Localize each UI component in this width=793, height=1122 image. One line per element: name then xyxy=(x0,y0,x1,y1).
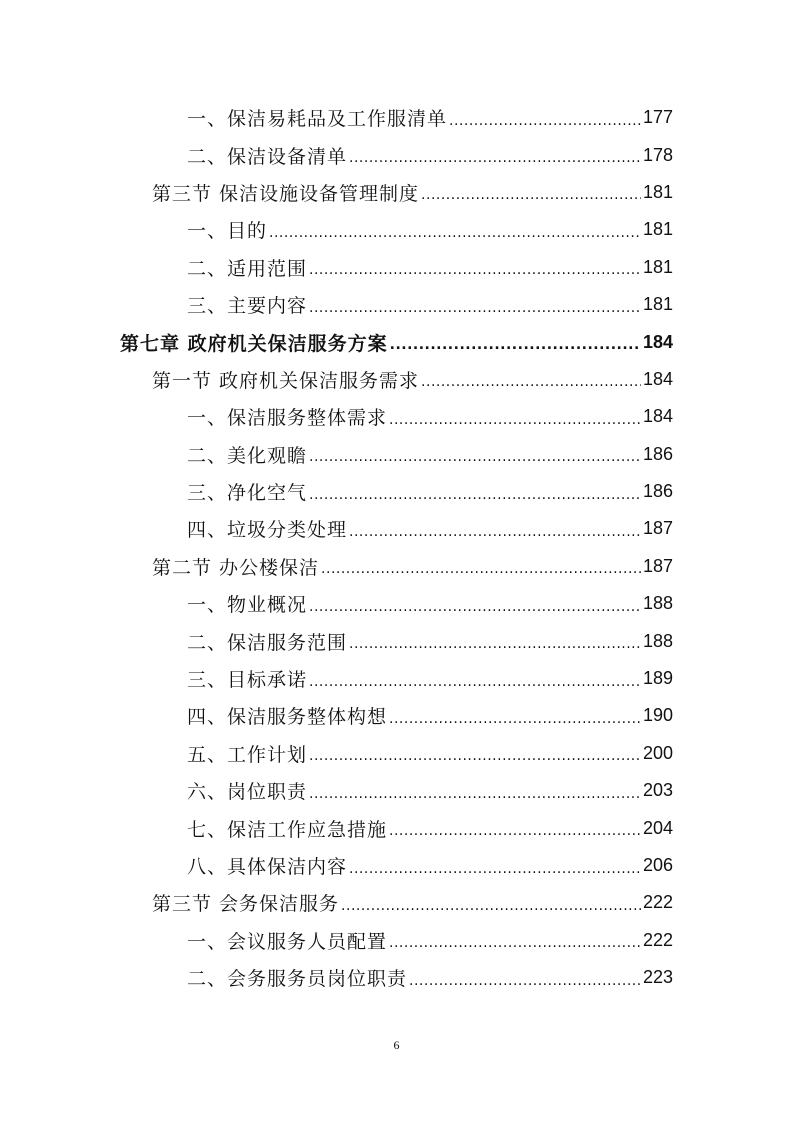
toc-leader-dots xyxy=(349,517,641,541)
toc-entry-title: 八、具体保洁内容 xyxy=(187,856,348,878)
toc-entry-title: 第三节 会务保洁服务 xyxy=(152,893,340,916)
toc-entry-title: 第一节 政府机关保洁服务需求 xyxy=(152,369,420,392)
toc-entry-title: 一、目的 xyxy=(187,220,268,243)
toc-entry-title: 三、目标承诺 xyxy=(187,669,308,692)
toc-entry[interactable] xyxy=(0,809,673,846)
toc-entry-page: 181 xyxy=(642,294,673,315)
toc-entry-title: 二、适用范围 xyxy=(187,257,308,280)
toc-leader-dots xyxy=(389,704,641,728)
toc-entry-title: 二、保洁服务范围 xyxy=(187,631,348,654)
toc-entry-page: 188 xyxy=(642,593,673,614)
toc-entry[interactable] xyxy=(0,660,673,697)
toc-entry-page: 181 xyxy=(642,219,673,240)
toc-leader-dots xyxy=(269,218,641,242)
toc-entry[interactable] xyxy=(0,622,673,659)
toc-entry[interactable] xyxy=(0,136,673,173)
toc-entry-title: 二、保洁设备清单 xyxy=(187,145,348,168)
toc-entry-title: 第七章 政府机关保洁服务方案 xyxy=(120,332,388,355)
toc-entry-title: 四、垃圾分类处理 xyxy=(187,519,348,542)
toc-entry-title: 第二节 办公楼保洁 xyxy=(152,556,320,579)
toc-entry-page: 223 xyxy=(642,967,673,988)
toc-entry[interactable] xyxy=(0,735,673,772)
toc-entry[interactable] xyxy=(0,922,673,959)
toc-leader-dots xyxy=(309,442,641,466)
toc-leader-dots xyxy=(309,255,641,279)
toc-section-entry[interactable] xyxy=(0,361,673,398)
toc-entry-title: 三、主要内容 xyxy=(187,295,308,318)
toc-entry[interactable] xyxy=(0,959,673,996)
toc-entry-page: 184 xyxy=(642,331,673,352)
toc-entry-page: 181 xyxy=(642,181,673,202)
toc-leader-dots xyxy=(349,143,641,167)
toc-entry[interactable] xyxy=(0,436,673,473)
toc-entry[interactable] xyxy=(0,697,673,734)
toc-leader-dots xyxy=(309,741,641,765)
toc-chapter-entry[interactable] xyxy=(0,323,673,360)
toc-entry-title: 一、保洁服务整体需求 xyxy=(187,407,388,430)
toc-entry-title: 二、美化观瞻 xyxy=(187,444,308,467)
toc-entry-page: 177 xyxy=(642,107,673,128)
page-number: 6 xyxy=(393,1038,400,1052)
toc-entry-title: 五、工作计划 xyxy=(187,743,308,766)
toc-entry[interactable] xyxy=(0,847,673,884)
toc-entry-page: 186 xyxy=(642,481,673,502)
toc-entry[interactable] xyxy=(0,473,673,510)
toc-entry-page: 190 xyxy=(642,705,673,726)
toc-entry-page: 184 xyxy=(642,368,673,389)
table-of-contents xyxy=(0,99,793,996)
toc-entry[interactable] xyxy=(0,249,673,286)
toc-entry-page: 204 xyxy=(642,817,673,838)
toc-entry-title: 二、会务服务员岗位职责 xyxy=(187,968,408,991)
toc-leader-dots xyxy=(390,330,641,354)
toc-leader-dots xyxy=(341,891,641,915)
toc-entry[interactable] xyxy=(0,286,673,323)
toc-leader-dots xyxy=(389,816,641,840)
toc-entry-page: 181 xyxy=(642,256,673,277)
toc-leader-dots xyxy=(421,367,641,391)
toc-entry[interactable] xyxy=(0,398,673,435)
toc-entry-page: 206 xyxy=(642,855,673,875)
toc-leader-dots xyxy=(309,480,641,504)
toc-entry-page: 187 xyxy=(642,555,673,576)
toc-entry-title: 一、物业概况 xyxy=(187,594,308,617)
toc-entry-page: 187 xyxy=(642,518,673,539)
toc-entry-page: 186 xyxy=(642,443,673,464)
toc-entry[interactable] xyxy=(0,585,673,622)
toc-entry-page: 189 xyxy=(642,668,673,689)
toc-leader-dots xyxy=(321,554,641,578)
toc-leader-dots xyxy=(349,854,641,878)
toc-entry-title: 六、岗位职责 xyxy=(187,781,308,804)
toc-section-entry[interactable] xyxy=(0,884,673,921)
toc-leader-dots xyxy=(309,667,641,691)
toc-entry-page: 200 xyxy=(642,742,673,763)
toc-leader-dots xyxy=(309,779,641,803)
toc-leader-dots xyxy=(389,928,641,952)
toc-entry[interactable] xyxy=(0,211,673,248)
toc-leader-dots xyxy=(309,592,641,616)
toc-leader-dots xyxy=(389,405,641,429)
toc-entry-page: 188 xyxy=(642,630,673,651)
toc-entry-page: 184 xyxy=(642,406,673,427)
toc-entry-title: 七、保洁工作应急措施 xyxy=(187,818,388,841)
toc-leader-dots xyxy=(421,180,641,204)
toc-entry-title: 一、会议服务人员配置 xyxy=(187,930,388,953)
toc-entry-page: 222 xyxy=(642,929,673,950)
toc-entry[interactable] xyxy=(0,772,673,809)
toc-leader-dots xyxy=(409,966,641,990)
toc-section-entry[interactable] xyxy=(0,174,673,211)
toc-entry-page: 203 xyxy=(642,780,673,801)
toc-entry[interactable] xyxy=(0,510,673,547)
toc-section-entry[interactable] xyxy=(0,548,673,585)
toc-entry-page: 222 xyxy=(642,892,673,913)
toc-leader-dots xyxy=(309,293,641,317)
toc-entry-title: 三、净化空气 xyxy=(187,482,308,505)
toc-entry-title: 第三节 保洁设施设备管理制度 xyxy=(152,182,420,205)
toc-entry-page: 178 xyxy=(642,144,673,165)
toc-leader-dots xyxy=(449,106,641,130)
toc-leader-dots xyxy=(349,629,641,653)
toc-entry[interactable] xyxy=(0,99,673,136)
toc-entry-title: 一、保洁易耗品及工作服清单 xyxy=(187,108,448,131)
toc-entry-title: 四、保洁服务整体构想 xyxy=(187,706,388,729)
